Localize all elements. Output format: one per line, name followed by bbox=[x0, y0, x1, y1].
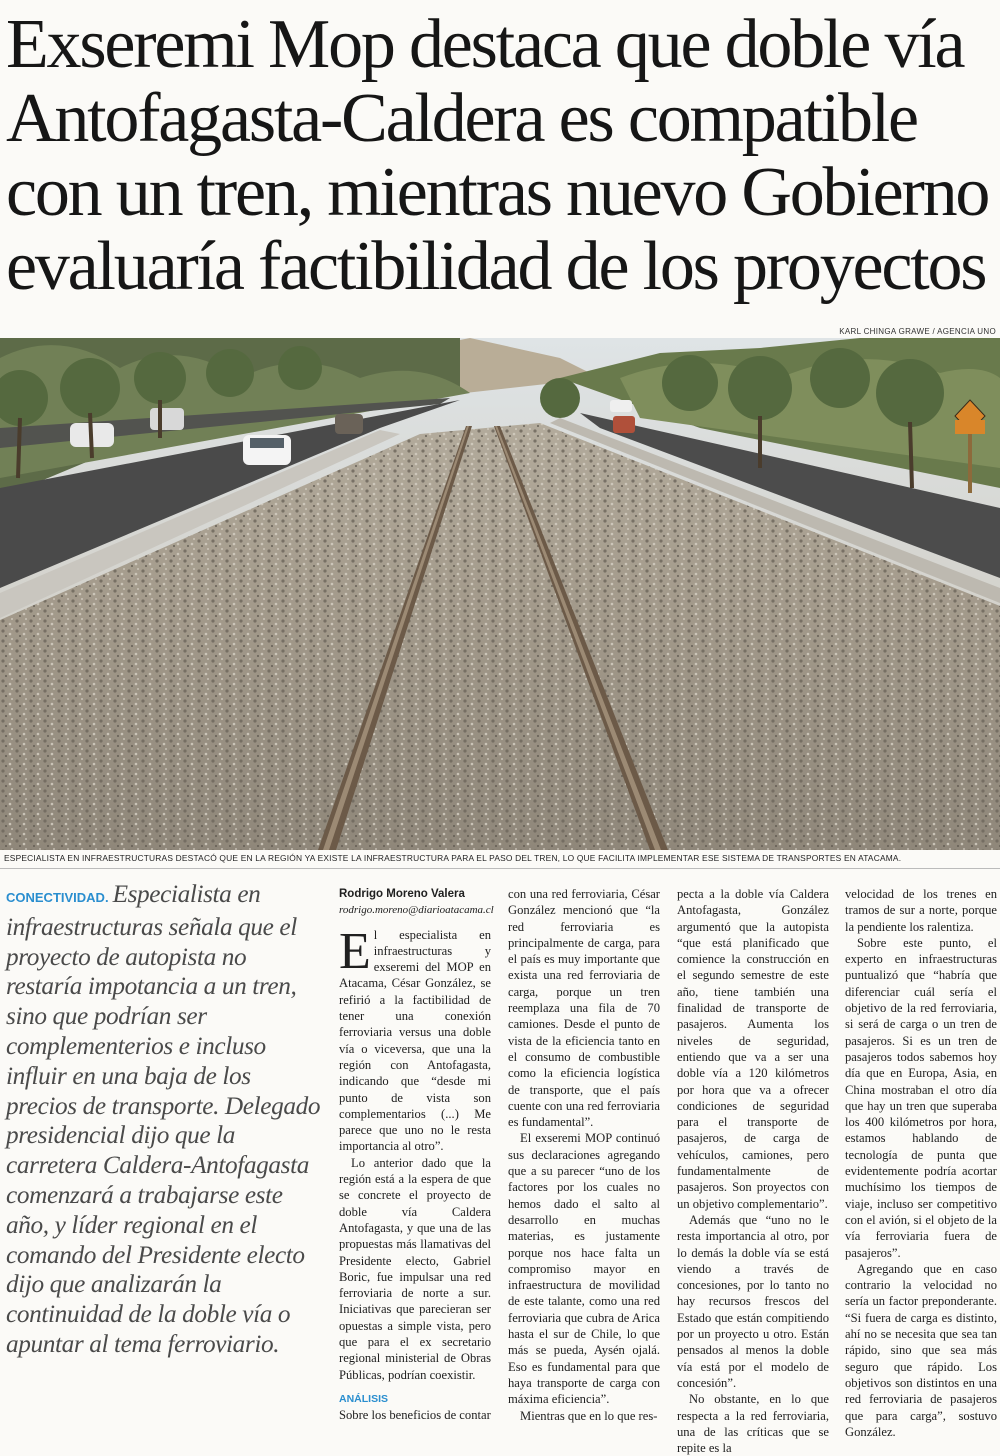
drop-cap: E bbox=[339, 922, 371, 980]
headline-line-2: Antofagasta-Caldera es compatible bbox=[6, 80, 917, 157]
byline-author: Rodrigo Moreno Valera bbox=[339, 888, 465, 900]
column-4 bbox=[845, 886, 997, 1440]
photo-credit: KARL CHINGA GRAWE / AGENCIA UNO bbox=[839, 327, 996, 336]
railway-illustration bbox=[0, 338, 1000, 850]
c2-paragraph-2: El exseremi MOP continuó sus declaraciones agregando que a su parecer “uno de los factores por los cuales no hemos dado el salto al desarrollo en muchas materias, es justamente porque nos hace falta un compromiso mayor en infraestructura de movilidad de este talante, como una red ferroviaria que cubra de Arica hasta el sur de Chile, lo que más se pueda, Aysén ojalá. Eso es fundamental para que haya transporte de carga con máxima eficiencia”. bbox=[508, 1131, 660, 1407]
c2-paragraph-3: Mientras que en lo que res- bbox=[520, 1408, 658, 1423]
headline bbox=[6, 8, 1000, 308]
c3-paragraph-2: Además que “uno no le resta importancia al otro, por lo demás la doble vía se está viendo a través de concesiones, por lo tanto no hay recursos frescos del Estado que están compitiendo por un proyecto u otro. Están pensados al menos la doble vía está por el modelo de concesión”. bbox=[677, 1212, 829, 1390]
c3-paragraph-1: pecta a la doble vía Caldera Antofagasta, González argumentó que la autopista “que está planificado que comience la construcción en el segundo semestre de este año, tiene también una finalidad de transporte de pasajeros. Aumenta los niveles de seguridad, entiendo que va a ser una doble vía a 120 kilómetros por hora que va a ofrecer condiciones de seguridad para el transporte de pasajeros, de carga de vehículos, camiones, pero fundamentalmente de pasajeros. Son proyectos con un objetivo complementario”. bbox=[677, 887, 829, 1211]
column-3 bbox=[677, 886, 829, 1456]
headline-line-1: Exseremi Mop destaca que doble vía bbox=[6, 8, 964, 83]
photo-caption: ESPECIALISTA EN INFRAESTRUCTURAS DESTACÓ QUE EN LA REGIÓN YA EXISTE LA INFRAESTRUCTURA PARA EL PASO DEL TREN, LO QUE FACILITA IMPLEMENTAR ESE SISTEMA DE TRANSPORTES EN ATACAMA. bbox=[4, 853, 902, 863]
divider bbox=[0, 868, 1000, 869]
headline-line-3: con un tren, mientras nuevo Gobierno bbox=[6, 154, 989, 231]
c1-paragraph-2: Lo anterior dado que la región está a la espera de que se concrete el proyecto de doble vía Caldera Antofagasta, y que una de las propuestas más llamativas del Presidente electo, Gabriel Boric, fue impulsar una red ferroviaria de norte a sur. Iniciativas que parecieran ser opuestas a simple vista, pero que para el ex secretario regional ministerial de Obras Públicas, podrían coexistir. bbox=[339, 1155, 491, 1382]
lead-paragraph bbox=[6, 880, 324, 1360]
lead-text: Especialista en infraestructuras señala que el proyecto de autopista no restaría impotancia a un tren, sino que podrían ser complementerios e incluso influir en una baja de los precios de transporte. Delegado presidencial dijo que la carretera Caldera-Antofagasta comenzará a trabajarse este año, y líder regional en el comando del Presidente electo dijo que analizarán la continuidad de la doble vía o apuntar al tema ferroviario. bbox=[6, 880, 321, 1358]
section-tag: CONECTIVIDAD. bbox=[6, 890, 109, 905]
c3-paragraph-3: No obstante, en lo que respecta a la red ferroviaria, una de las críticas que se repite es la bbox=[677, 1392, 829, 1456]
c1-paragraph-1: l especialista en infraestructuras y exseremi del MOP en Atacama, César González, se refirió a la factibilidad de tener una conexión ferroviaria versus una doble vía o viceversa, que una la región con Antofagasta, indicando que “desde mi punto de vista son complementarios (...) Me parece que uno no le resta importancia al otro”. bbox=[339, 927, 491, 1154]
column-1 bbox=[339, 886, 494, 1424]
c4-paragraph-2: Sobre este punto, el experto en infraestructuras puntualizó que “habría que diferenciar cuál sería el objetivo de la red ferroviaria, si será de carga o un tren de pasajeros. Si es un tren de pasajeros todos sabemos hoy día que en Europa, Asia, en China mostraban el otro día que hay un tren que superaba los 400 kilómetros por hora, estamos hablando de tecnología de punta que evidentemente podría acortar muchísimo los tiempos de viaje, incluso ser competitivo con el avión, si el objeto de la vía ferroviaria fuera de pasajeros”. bbox=[845, 935, 997, 1260]
c4-paragraph-3: Agregando que en caso contrario la velocidad no sería un factor preponderante. “Si fuera de carga es distinto, ahí no se necesita que sea tan rápido, sino que sea más seguro que rápido. Los objetivos son distintos en una red ferroviaria de pasajeros que para carga”, sostuvo González. bbox=[845, 1261, 997, 1439]
column-2 bbox=[508, 886, 660, 1424]
railway-photo bbox=[0, 338, 1000, 850]
subhead-analisis: ANÁLISIS bbox=[339, 1392, 389, 1405]
c1-paragraph-3: Sobre los beneficios de contar bbox=[339, 1408, 491, 1423]
c2-paragraph-1: con una red ferroviaria, César González mencionó que “la red ferroviaria es principalmente de carga, para el país es muy importante que exista una red ferroviaria de carga, porque un tren reemplaza una fila de 70 camiones. Desde el punto de vista de la eficiencia tanto en el consumo de combustible como la eficiencia logística de transporte, que el país cuente con una red ferroviaria es fundamental”. bbox=[508, 887, 660, 1130]
byline-email[interactable]: rodrigo.moreno@diarioatacama.cl bbox=[339, 904, 494, 917]
c4-paragraph-1: velocidad de los trenes en tramos de sur a norte, porque la pendiente los ralentiza. bbox=[845, 887, 997, 934]
headline-line-4: evaluaría factibilidad de los proyectos bbox=[6, 228, 986, 305]
